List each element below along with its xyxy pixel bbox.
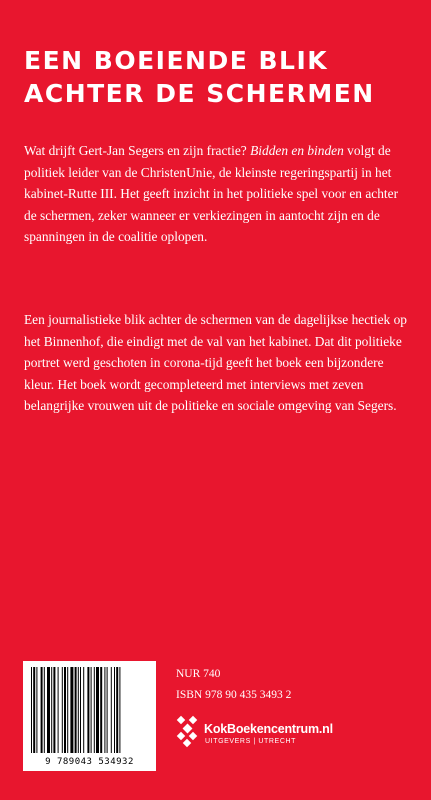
barcode-bar — [47, 667, 50, 753]
book-title-italic: Bidden en binden — [250, 143, 344, 158]
barcode-bar — [44, 667, 45, 753]
barcode-bar — [91, 667, 92, 753]
headline — [24, 44, 414, 110]
barcode-bar — [116, 667, 118, 753]
nur-code: NUR 740 — [176, 668, 221, 680]
barcode-bar — [107, 667, 108, 753]
barcode-digits: 9 789043 534932 — [45, 757, 134, 767]
barcode-bar — [64, 667, 66, 753]
barcode-bar — [75, 667, 77, 753]
barcode-bar — [62, 667, 63, 753]
barcode-bar — [70, 667, 73, 753]
publisher-subtitle: UITGEVERS | UTRECHT — [205, 738, 297, 745]
barcode-bar — [96, 667, 99, 753]
barcode-bar — [104, 667, 105, 753]
publisher-star-icon — [176, 715, 200, 749]
barcode-bar — [33, 667, 35, 753]
barcode-bar — [31, 667, 32, 753]
barcode-bar — [111, 667, 112, 753]
barcode-bar — [67, 667, 68, 753]
blurb-intro: Wat drijft Gert-Jan Segers en zijn fractie? — [24, 143, 251, 158]
isbn: ISBN 978 90 435 3493 2 — [176, 689, 292, 701]
barcode-bar — [100, 667, 102, 753]
publisher-logo — [176, 715, 416, 755]
barcode — [23, 661, 156, 771]
barcode-bar — [51, 667, 52, 753]
barcode-bar — [53, 667, 55, 753]
barcode-bar — [87, 667, 89, 753]
barcode-bar — [58, 667, 59, 753]
barcode-bar — [114, 667, 115, 753]
barcode-bars — [29, 667, 150, 753]
barcode-bar — [119, 667, 120, 753]
headline-line-2: ACHTER DE SCHERMEN — [24, 79, 375, 108]
barcode-bar — [36, 667, 37, 753]
barcode-bar — [41, 667, 43, 753]
barcode-bar — [78, 667, 79, 753]
barcode-bar — [94, 667, 95, 753]
blurb-paragraph-1 — [24, 140, 414, 248]
headline-line-1: EEN BOEIENDE BLIK — [24, 46, 329, 75]
barcode-bar — [80, 667, 81, 753]
blurb-rest: volgt de politiek leider van de ChristenUnie, de kleinste regeringspartij in het kabinet-Rutte III. Het geeft inzicht in het politieke spel voor en achter de schermen, zeker wanneer er verkiezingen in aantocht zijn en de spanningen in de coalitie oplopen. — [24, 143, 399, 244]
barcode-bar — [83, 667, 84, 753]
blurb-paragraph-2: Een journalistieke blik achter de schermen van de dagelijkse hectiek op het Binnenhof, die eindigt met de val van het kabinet. Dat dit politieke portret werd geschoten in corona-tijd geeft het boek een bijzondere kleur. Het boek wordt gecompleteerd met interviews met zeven belangrijke vrouwen uit de politieke en sociale omgeving van Segers. — [24, 312, 407, 413]
publisher-name: KokBoekencentrum.nl — [204, 722, 333, 736]
